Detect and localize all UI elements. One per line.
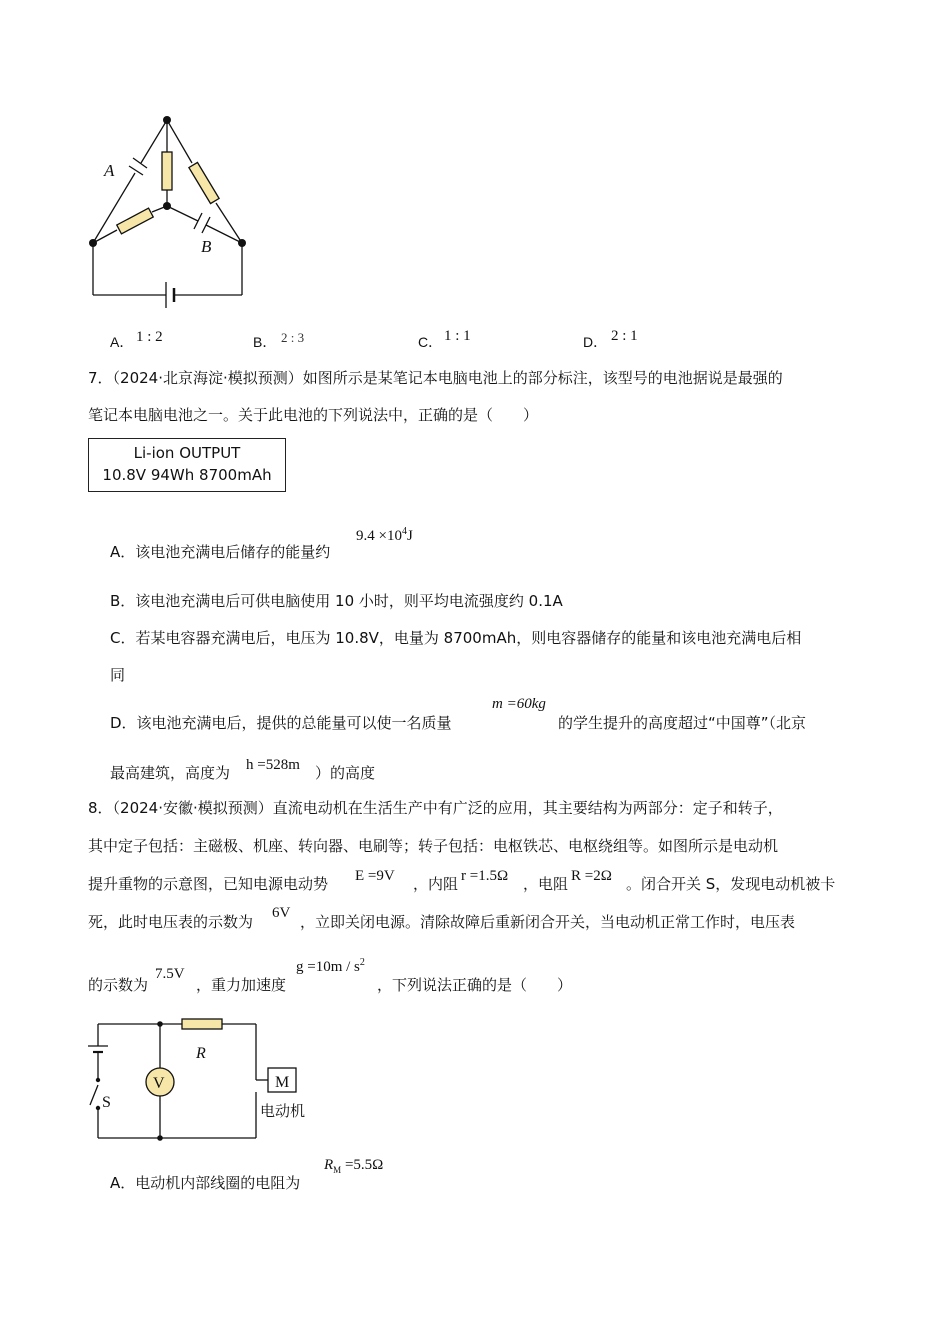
emf-formula: E =9V	[355, 868, 395, 884]
internal-resistance-formula: r =1.5Ω	[461, 868, 509, 884]
option-text-line1: C．若某电容器充满电后，电压为 10.8V，电量为 8700mAh，则电容器储存的能量和该电池充满电后相	[110, 629, 802, 647]
option-text: A．该电池充满电后储存的能量约	[110, 543, 331, 561]
option-letter: D．	[583, 334, 608, 350]
option-text: A．电动机内部线圈的电阻为	[110, 1174, 301, 1192]
option-letter: A．	[110, 334, 134, 350]
capacitor-b-label: B	[201, 237, 212, 256]
gravity-formula: $g =10m / s^2$	[296, 957, 365, 975]
voltage-6v: 6V	[272, 905, 291, 921]
q8-stem-line3c: ，电阻	[523, 875, 569, 893]
option-text-cont: 的学生提升的高度超过“中国尊”（北京	[558, 714, 807, 732]
q8-stem-line2: 其中定子包括：主磁极、机座、转向器、电刷等；转子包括：电枢铁芯、电枢绕组等。如图所示是电动机	[88, 837, 779, 855]
option-value: 2 : 3	[281, 330, 305, 345]
q8-stem-line3b: ，内阻	[413, 875, 459, 893]
option-letter: C．	[418, 334, 443, 350]
option-letter: B．	[253, 334, 277, 350]
q8-stem-line3a: 提升重物的示意图，已知电源电动势	[88, 875, 329, 893]
option-text-line2b: ）的高度	[315, 764, 376, 782]
voltmeter-label: V	[153, 1075, 165, 1092]
option-value: 2 : 1	[611, 328, 638, 344]
q8-stem-line5a: 的示数为	[88, 976, 149, 994]
q8-stem-line4a: 死，此时电压表的示数为	[88, 913, 254, 931]
q8-stem-line1: 8．（2024·安徽·模拟预测）直流电动机在生活生产中有广泛的应用，其主要结构为两部分：定子和转子，	[88, 799, 783, 817]
capacitor-a-label: A	[104, 161, 115, 180]
q7-stem-line2: 笔记本电脑电池之一。关于此电池的下列说法中，正确的是（ ）	[88, 406, 539, 424]
option-text-line2a: 最高建筑，高度为	[110, 764, 231, 782]
q8-stem-line5b: ，重力加速度	[196, 976, 287, 994]
resistance-formula: R =2Ω	[571, 868, 612, 884]
option-value: 1 : 2	[136, 329, 163, 345]
q8-stem-line3d: 。闭合开关 S，发现电动机被卡	[626, 875, 836, 893]
option-text: D．该电池充满电后，提供的总能量可以使一名质量	[110, 714, 452, 732]
q7-stem-line1: 7．（2024·北京海淀·模拟预测）如图所示是某笔记本电脑电池上的部分标注，该型号的电池据说是最强的	[88, 369, 783, 387]
option-value: 1 : 1	[444, 328, 471, 344]
energy-formula: $9.4 \times 10^4J$	[356, 526, 413, 544]
motor-label: M	[275, 1074, 290, 1091]
battery-label-line2: 10.8V 94Wh 8700mAh	[102, 466, 272, 484]
q8-stem-line5c: ，下列说法正确的是（ ）	[377, 976, 573, 994]
battery-label-box	[88, 438, 286, 492]
resistor-label: R	[196, 1045, 206, 1062]
motor-resistance-formula: $R_M =5.5\Omega$	[324, 1157, 384, 1175]
motor-caption: 电动机	[260, 1102, 306, 1120]
motor-circuit-figure	[80, 1010, 330, 1150]
triangle-circuit-figure	[80, 108, 260, 318]
voltage-7-5v: 7.5V	[155, 966, 185, 982]
height-formula: h =528m	[246, 757, 300, 773]
q7-option-b[interactable]: B．该电池充满电后可供电脑使用 10 小时，则平均电流强度约 0.1A	[110, 592, 563, 610]
mass-formula: m =60kg	[492, 696, 546, 712]
battery-label-line1: Li-ion OUTPUT	[133, 444, 241, 462]
option-text-line2: 同	[110, 666, 126, 684]
switch-label: S	[102, 1094, 111, 1111]
q8-stem-line4b: ，立即关闭电源。清除故障后重新闭合开关，当电动机正常工作时，电压表	[300, 913, 796, 931]
